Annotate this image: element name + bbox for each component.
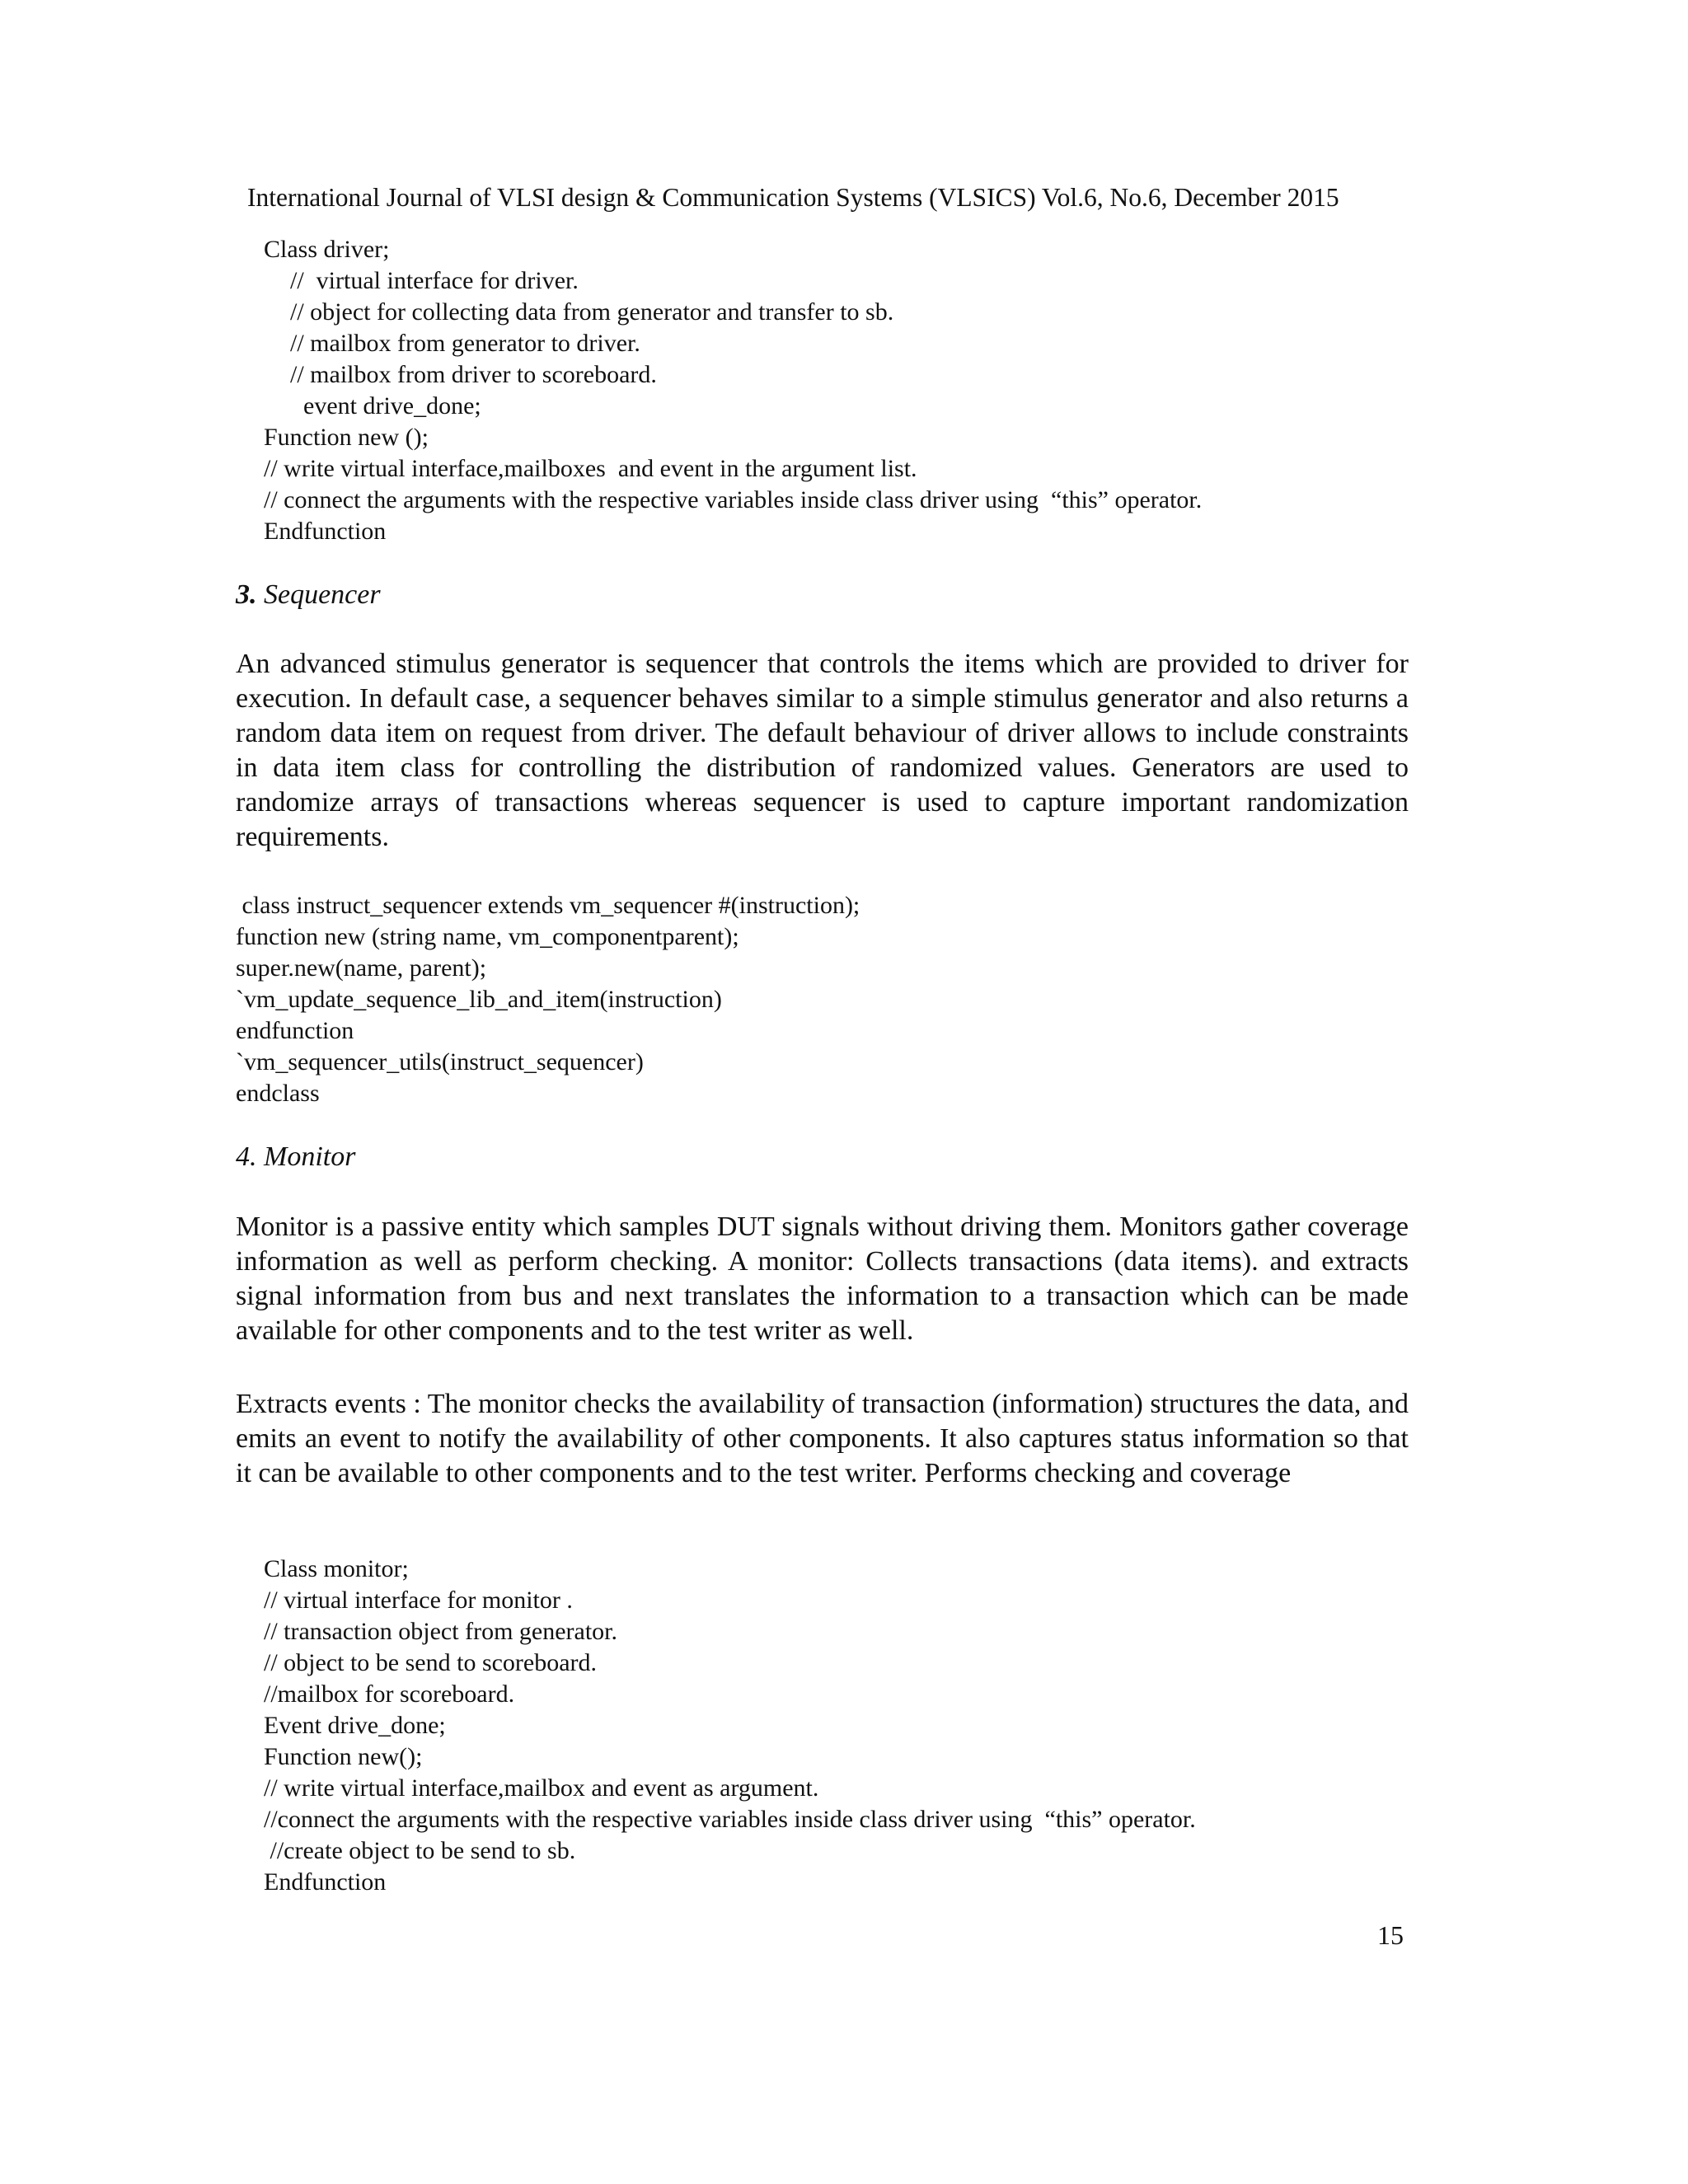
code-line: Endfunction: [264, 1868, 387, 1896]
paragraph-monitor-2: Extracts events : The monitor checks the availability of transaction (information) structures the data, and emits an event to notify the availability of other components. It also captures status information so that it can be available to other components and to the test writer. Performs checking and coverage: [236, 1389, 1409, 1488]
code-line: //connect the arguments with the respective variables inside class driver using “this” operator.: [264, 1806, 1196, 1833]
code-line: // mailbox from driver to scoreboard.: [290, 361, 657, 388]
code-line: `vm_sequencer_utils(instruct_sequencer): [236, 1048, 644, 1076]
code-line: //mailbox for scoreboard.: [264, 1680, 515, 1708]
section-number: 3.: [236, 579, 257, 610]
code-line: class instruct_sequencer extends vm_sequencer #(instruction);: [236, 892, 860, 919]
code-line: Function new();: [264, 1743, 423, 1770]
code-line: //create object to be send to sb.: [264, 1837, 576, 1864]
code-line: super.new(name, parent);: [236, 954, 487, 982]
page-number: 15: [1377, 1920, 1404, 1950]
code-line: // transaction object from generator.: [264, 1618, 618, 1645]
section-heading-sequencer: [236, 579, 381, 611]
code-line: Class monitor;: [264, 1555, 409, 1582]
code-line: // mailbox from generator to driver.: [290, 330, 640, 357]
code-line: Event drive_done;: [264, 1712, 446, 1739]
paragraph-sequencer: An advanced stimulus generator is sequencer that controls the items which are provided to driver for execution. In default case, a sequencer behaves similar to a simple stimulus generator and also returns a random data item on request from driver. The default behaviour of driver allows to include constraints in data item class for controlling the distribution of randomized values. Generators are used to randomize arrays of transactions whereas sequencer is used to capture important randomization requirements.: [236, 649, 1409, 852]
code-line: // virtual interface for monitor .: [264, 1586, 573, 1614]
section-title: Sequencer: [264, 579, 381, 610]
code-line: endclass: [236, 1080, 320, 1107]
code-line: `vm_update_sequence_lib_and_item(instruction): [236, 986, 722, 1013]
code-line: // write virtual interface,mailboxes and event in the argument list.: [264, 455, 917, 482]
paragraph-monitor-1: Monitor is a passive entity which samples DUT signals without driving them. Monitors gather coverage information as well as perform checking. A monitor: Collects transactions (data items). and extracts signal information from bus and next translates the information to a transaction which can be made available for other components and to the test writer as well.: [236, 1212, 1409, 1346]
code-line: // virtual interface for driver.: [290, 267, 579, 294]
section-heading-monitor: 4. Monitor: [236, 1141, 356, 1172]
code-line: // object for collecting data from generator and transfer to sb.: [290, 298, 894, 326]
code-line: function new (string name, vm_componentparent);: [236, 923, 739, 950]
code-line: // connect the arguments with the respective variables inside class driver using “this” operator.: [264, 486, 1203, 513]
code-line: // write virtual interface,mailbox and event as argument.: [264, 1774, 819, 1802]
code-line: event drive_done;: [303, 392, 481, 419]
code-line: Endfunction: [264, 518, 387, 545]
code-line: Class driver;: [264, 236, 390, 263]
code-line: endfunction: [236, 1017, 354, 1044]
running-header: International Journal of VLSI design & Communication Systems (VLSICS) Vol.6, No.6, December 2015: [247, 183, 1339, 212]
code-line: // object to be send to scoreboard.: [264, 1649, 598, 1676]
code-line: Function new ();: [264, 424, 429, 451]
